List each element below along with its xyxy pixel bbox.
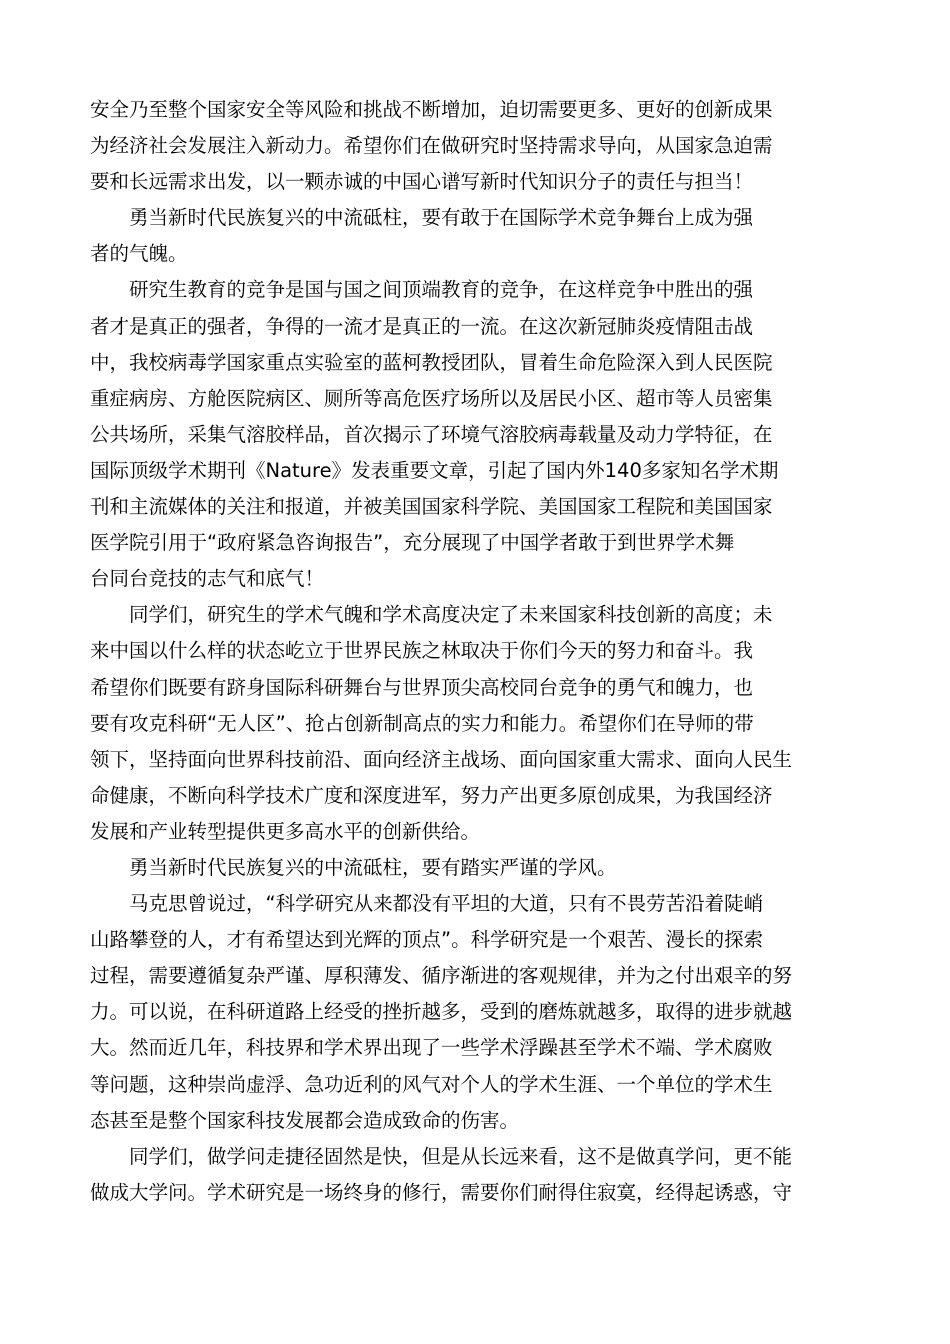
paragraph bbox=[90, 200, 862, 272]
text-line: 者才是真正的强者，争得的一流才是真正的一流。在这次新冠肺炎疫情阻击战 bbox=[90, 314, 754, 338]
paragraph bbox=[90, 597, 862, 850]
text-line: 发展和产业转型提供更多高水平的创新供给。 bbox=[90, 819, 481, 843]
text-line: 等问题，这种崇尚虚浮、急功近利的风气对个人的学术生涯、一个单位的学术生 bbox=[90, 1072, 773, 1096]
text-line: 同学们，做学问走捷径固然是快，但是从长远来看，这不是做真学问，更不能 bbox=[129, 1144, 793, 1168]
text-line: 医学院引用于“政府紧急咨询报告”，充分展现了中国学者敢于到世界学术舞 bbox=[90, 531, 735, 555]
text-line: 大。然而近几年，科技界和学术界出现了一些学术浮躁甚至学术不端、学术腐败 bbox=[90, 1036, 773, 1060]
text-line: 要和长远需求出发，以一颗赤诚的中国心谱写新时代知识分子的责任与担当！ bbox=[90, 170, 754, 194]
text-line: 勇当新时代民族复兴的中流砥柱，要有踏实严谨的学风。 bbox=[129, 855, 617, 879]
paragraph bbox=[90, 272, 862, 597]
text-line: 刊和主流媒体的关注和报道，并被美国国家科学院、美国国家工程院和美国国家 bbox=[90, 495, 773, 519]
text-line: 来中国以什么样的状态屹立于世界民族之林取决于你们今天的努力和奋斗。我 bbox=[90, 639, 754, 663]
document-body bbox=[90, 92, 862, 1211]
text-line: 希望你们既要有跻身国际科研舞台与世界顶尖高校同台竞争的勇气和魄力，也 bbox=[90, 675, 754, 699]
paragraph bbox=[90, 1139, 862, 1211]
text-line: 为经济社会发展注入新动力。希望你们在做研究时坚持需求导向，从国家急迫需 bbox=[90, 134, 773, 158]
text-line: 重症病房、方舱医院病区、厕所等高危医疗场所以及居民小区、超市等人员密集 bbox=[90, 386, 773, 410]
text-line: 态甚至是整个国家科技发展都会造成致命的伤害。 bbox=[90, 1108, 520, 1132]
paragraph bbox=[90, 850, 862, 886]
text-line: 者的气魄。 bbox=[90, 242, 188, 266]
text-line: 台同台竞技的志气和底气！ bbox=[90, 567, 325, 591]
text-line: 过程，需要遵循复杂严谨、厚积薄发、循序渐进的客观规律，并为之付出艰辛的努 bbox=[90, 964, 793, 988]
text-line: 公共场所，采集气溶胶样品，首次揭示了环境气溶胶病毒载量及动力学特征，在 bbox=[90, 422, 773, 446]
paragraph bbox=[90, 886, 862, 1139]
text-line: 中，我校病毒学国家重点实验室的蓝柯教授团队，冒着生命危险深入到人民医院 bbox=[90, 350, 773, 374]
text-line: 做成大学问。学术研究是一场终身的修行，需要你们耐得住寂寞，经得起诱惑，守 bbox=[90, 1180, 793, 1204]
text-line: 山路攀登的人，才有希望达到光辉的顶点”。科学研究是一个艰苦、漫长的探索 bbox=[90, 928, 764, 952]
text-line: 国际顶级学术期刊《Nature》发表重要文章，引起了国内外140多家知名学术期 bbox=[90, 458, 779, 482]
text-line: 安全乃至整个国家安全等风险和挑战不断增加，迫切需要更多、更好的创新成果 bbox=[90, 98, 773, 121]
text-line: 同学们，研究生的学术气魄和学术高度决定了未来国家科技创新的高度；未 bbox=[129, 603, 773, 627]
paragraph bbox=[90, 92, 862, 200]
text-line: 领下，坚持面向世界科技前沿、面向经济主战场、面向国家重大需求、面向人民生 bbox=[90, 747, 793, 771]
text-line: 勇当新时代民族复兴的中流砥柱，要有敢于在国际学术竞争舞台上成为强 bbox=[129, 206, 754, 230]
text-line: 命健康，不断向科学技术广度和深度进军，努力产出更多原创成果，为我国经济 bbox=[90, 783, 773, 807]
text-line: 马克思曾说过，“科学研究从来都没有平坦的大道，只有不畏劳苦沿着陡峭 bbox=[129, 892, 764, 916]
text-line: 要有攻克科研“无人区”、抢占创新制高点的实力和能力。希望你们在导师的带 bbox=[90, 711, 754, 735]
text-line: 研究生教育的竞争是国与国之间顶端教育的竞争，在这样竞争中胜出的强 bbox=[129, 278, 754, 302]
text-line: 力。可以说，在科研道路上经受的挫折越多，受到的磨炼就越多，取得的进步就越 bbox=[90, 1000, 793, 1024]
